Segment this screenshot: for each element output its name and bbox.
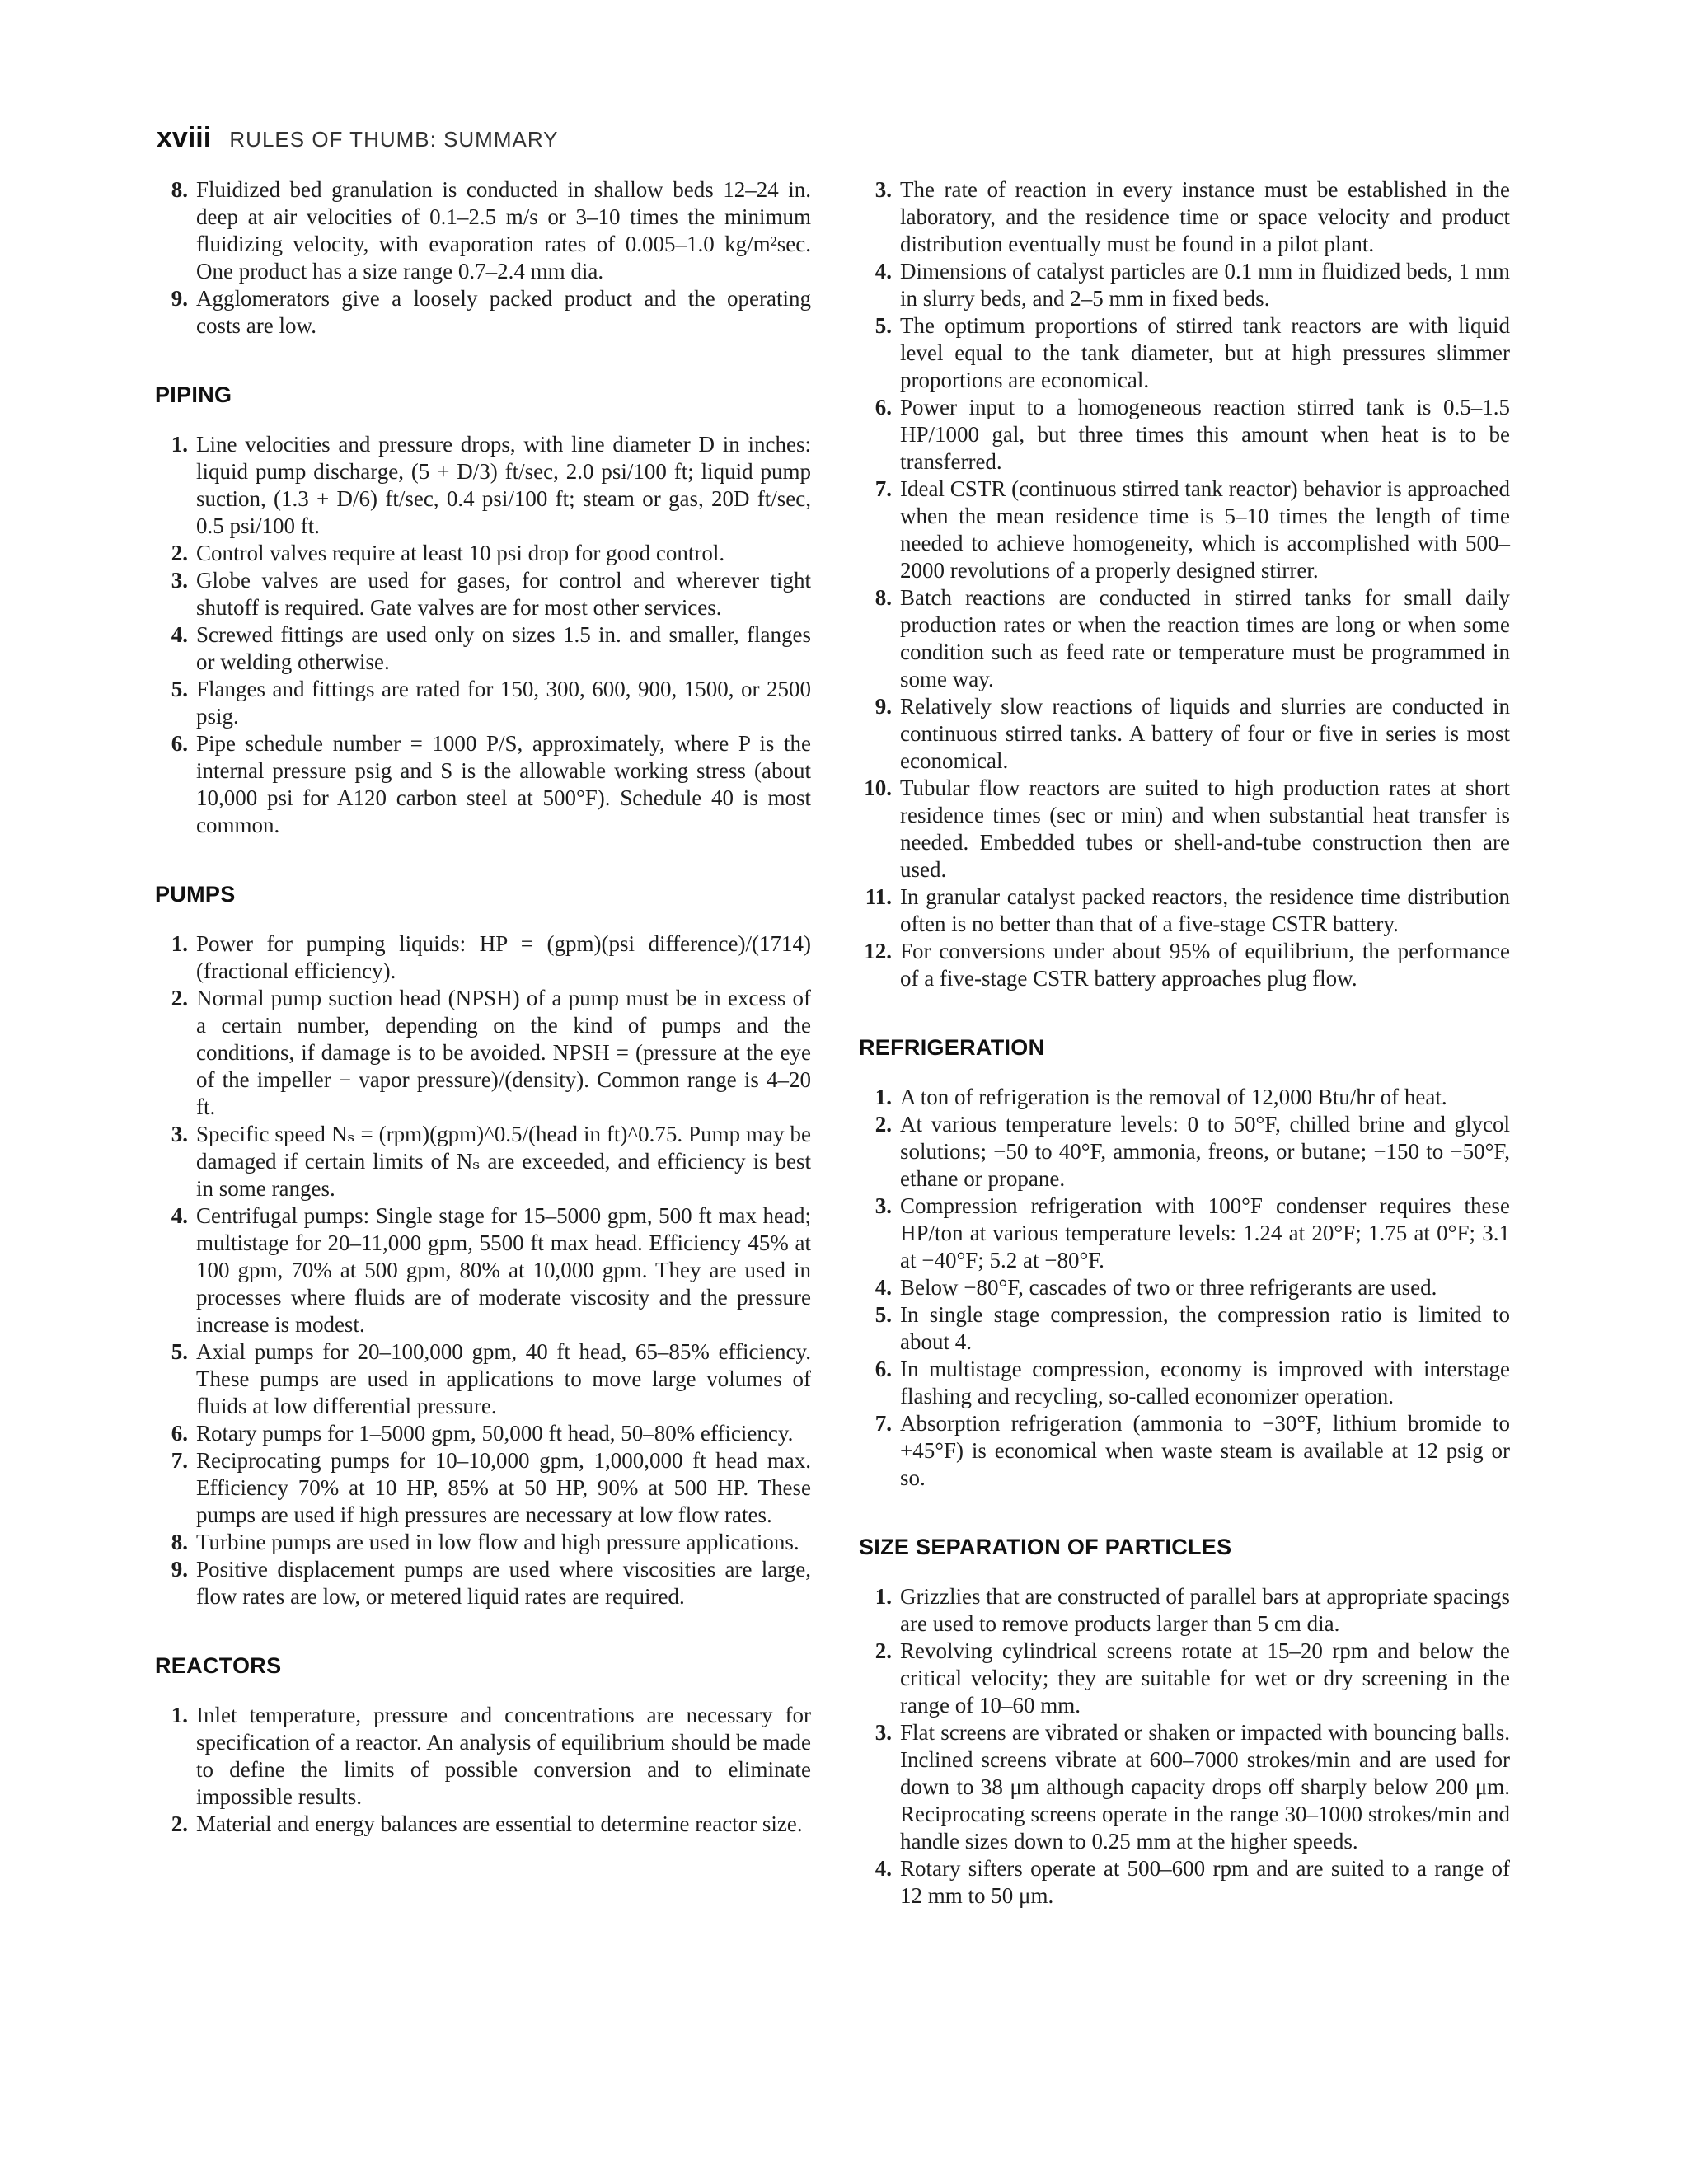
item-number: 2. [171,541,188,565]
list-item [155,1420,811,1447]
item-text: Fluidized bed granulation is conducted in shallow beds 12–24 in. deep at air velocities of 0.1–2.5 m/s or 3–10 times the minimum fluidizing velocity, with evaporation rates of 0.005–1.0 kg/m²sec. One product has a size range 0.7–2.4 mm dia. [196,177,811,284]
item-number: 5. [171,1339,188,1364]
item-text: Axial pumps for 20–100,000 gpm, 40 ft head, 65–85% efficiency. These pumps are used in applications to move large volumes of fluids at low differential pressure. [196,1339,811,1418]
item-number: 11. [865,884,892,909]
continuation-list [155,176,811,340]
item-number: 5. [171,677,188,701]
item-number: 1. [171,1703,188,1727]
section-heading: PUMPS [155,882,236,907]
running-title: RULES OF THUMB: SUMMARY [229,127,559,152]
list-item [859,1583,1510,1638]
list-item [859,1301,1510,1356]
item-number: 2. [171,986,188,1010]
item-number: 3. [874,1720,892,1745]
item-text: In multistage compression, economy is improved with interstage flashing and recycling, so-called economizer operation. [900,1357,1510,1408]
item-number: 6. [874,1357,892,1381]
item-text: At various temperature levels: 0 to 50°F, chilled brine and glycol solutions; −50 to 40°F, ammonia, freons, or butane; −150 to −50°F, ethane or propane. [900,1112,1510,1191]
list-item [155,676,811,730]
list-item [155,1556,811,1610]
item-text: Ideal CSTR (continuous stirred tank reactor) behavior is approached when the mean residence time is 5–10 times the length of time needed to achieve homogeneity, which is accomplished with 500–2000 revolutions of a properly designed stirrer. [900,476,1510,583]
list-item [859,1193,1510,1274]
item-text: Specific speed Nₛ = (rpm)(gpm)^0.5/(head in ft)^0.75. Pump may be damaged if certain limits of Nₛ are exceeded, and efficiency is best in some ranges. [196,1122,811,1201]
section-heading: REFRIGERATION [859,1035,1045,1060]
item-text: Control valves require at least 10 psi drop for good control. [196,541,725,565]
item-number: 10. [864,776,892,800]
item-text: Pipe schedule number = 1000 P/S, approximately, where P is the internal pressure psig and S is the allowable working stress (about 10,000 psi for A120 carbon steel at 500°F). Schedule 40 is most common. [196,731,811,837]
left-continuation [155,176,811,340]
item-number: 3. [171,568,188,593]
item-number: 4. [874,1856,892,1881]
list-item [859,394,1510,476]
list-item [859,1274,1510,1301]
section-refrigeration [859,1035,1510,1492]
item-text: Dimensions of catalyst particles are 0.1 mm in fluidized beds, 1 mm in slurry beds, and 2–5 mm in fixed beds. [900,259,1510,311]
item-number: 12. [864,939,892,963]
item-text: Power for pumping liquids: HP = (gpm)(psi difference)/(1714)(fractional efficiency). [196,931,811,983]
section-size-separation [859,1535,1510,1910]
item-number: 5. [874,1302,892,1327]
item-text: Normal pump suction head (NPSH) of a pump must be in excess of a certain number, depending on the kind of pumps and the conditions, if damage is to be avoided. NPSH = (pressure at the eye of the impeller − vapor pressure)/(density). Common range is 4–20 ft. [196,986,811,1119]
item-text: Compression refrigeration with 100°F condenser requires these HP/ton at various temperature levels: 1.24 at 20°F; 1.75 at 0°F; 3.1 at −40°F; 5.2 at −80°F. [900,1193,1510,1272]
list-item [859,693,1510,775]
list-item [859,1719,1510,1855]
left-column [155,176,811,1838]
item-number: 3. [874,1193,892,1218]
list-item [859,476,1510,584]
reactors-continuation-list [859,176,1510,992]
item-text: Turbine pumps are used in low flow and high pressure applications. [196,1530,799,1554]
list-item [155,176,811,285]
item-number: 3. [171,1122,188,1146]
right-continuation [859,176,1510,992]
item-number: 4. [874,259,892,284]
item-number: 1. [171,931,188,956]
item-number: 9. [171,1557,188,1582]
section-heading: SIZE SEPARATION OF PARTICLES [859,1535,1232,1559]
item-text: In single stage compression, the compression ratio is limited to about 4. [900,1302,1510,1354]
list-item [859,775,1510,883]
section-piping [155,382,811,839]
item-number: 2. [874,1638,892,1663]
item-number: 5. [874,313,892,338]
list-item [155,567,811,621]
item-text: In granular catalyst packed reactors, the residence time distribution often is no better than that of a five-stage CSTR battery. [900,884,1510,936]
list-item [155,1121,811,1202]
list-item [155,540,811,567]
item-text: Revolving cylindrical screens rotate at 15–20 rpm and below the critical velocity; they are suitable for wet or dry screening in the range of 10–60 mm. [900,1638,1510,1718]
item-number: 7. [874,476,892,501]
list-item [859,584,1510,693]
item-text: For conversions under about 95% of equilibrium, the performance of a five-stage CSTR battery approaches plug flow. [900,939,1510,991]
item-number: 4. [874,1275,892,1300]
list-item [155,1338,811,1420]
item-text: Globe valves are used for gases, for control and wherever tight shutoff is required. Gate valves are for most other services. [196,568,811,620]
item-text: Below −80°F, cascades of two or three refrigerants are used. [900,1275,1437,1300]
item-text: Flat screens are vibrated or shaken or impacted with bouncing balls. Inclined screens vibrate at 600–7000 strokes/min and are used for down to 38 μm although capacity drops off sharply below 200 μm. Reciprocating screens operate in the range 30–1000 strokes/min and handle sizes down to 0.25 mm at the higher speeds. [900,1720,1510,1854]
item-number: 1. [874,1584,892,1609]
item-text: Reciprocating pumps for 10–10,000 gpm, 1,000,000 ft head max. Efficiency 70% at 10 HP, 85% at 50 HP, 90% at 500 HP. These pumps are used if high pressures are necessary at low flow rates. [196,1448,811,1527]
list-item [155,621,811,676]
item-text: Centrifugal pumps: Single stage for 15–5000 gpm, 500 ft max head; multistage for 20–11,000 gpm, 5500 ft max head. Efficiency 45% at 100 gpm, 70% at 500 gpm, 80% at 10,000 gpm. They are used in processes where fluids are of moderate viscosity and the pressure increase is modest. [196,1203,811,1337]
item-text: Rotary pumps for 1–5000 gpm, 50,000 ft head, 50–80% efficiency. [196,1421,794,1446]
running-header [157,122,559,154]
list-item [859,883,1510,938]
item-text: Relatively slow reactions of liquids and slurries are conducted in continuous stirred tanks. A battery of four or five in series is most economical. [900,694,1510,773]
list-item [155,1202,811,1338]
size-separation-list [859,1583,1510,1910]
list-item [155,1811,811,1838]
item-text: Grizzlies that are constructed of parallel bars at appropriate spacings are used to remove products larger than 5 cm dia. [900,1584,1510,1636]
item-number: 3. [874,177,892,202]
item-number: 7. [874,1411,892,1436]
list-item [859,312,1510,394]
item-number: 1. [171,432,188,457]
item-number: 6. [171,731,188,756]
right-column [859,176,1510,1910]
item-number: 8. [874,585,892,610]
item-number: 8. [171,1530,188,1554]
pumps-list [155,930,811,1610]
item-text: Rotary sifters operate at 500–600 rpm and are suited to a range of 12 mm to 50 μm. [900,1856,1510,1908]
list-item [155,1702,811,1811]
list-item [859,938,1510,992]
item-text: Batch reactions are conducted in stirred tanks for small daily production rates or when the reaction times are long or when some condition such as feed rate or temperature must be programmed in some way. [900,585,1510,691]
item-number: 7. [171,1448,188,1473]
list-item [859,1356,1510,1410]
item-number: 4. [171,1203,188,1228]
list-item [155,431,811,540]
list-item [859,1855,1510,1910]
item-text: Line velocities and pressure drops, with line diameter D in inches: liquid pump discharge, (5 + D/3) ft/sec, 2.0 psi/100 ft; liquid pump suction, (1.3 + D/6) ft/sec, 0.4 psi/100 ft; steam or gas, 20D ft/sec, 0.5 psi/100 ft. [196,432,811,538]
item-text: Flanges and fittings are rated for 150, 300, 600, 900, 1500, or 2500 psig. [196,677,811,729]
piping-list [155,431,811,839]
item-text: Power input to a homogeneous reaction stirred tank is 0.5–1.5 HP/1000 gal, but three times this amount when heat is to be transferred. [900,395,1510,474]
list-item [155,1447,811,1529]
item-number: 4. [171,622,188,647]
item-text: Tubular flow reactors are suited to high production rates at short residence times (sec or min) and when substantial heat transfer is needed. Embedded tubes or shell-and-tube construction then are used. [900,776,1510,882]
section-heading: PIPING [155,382,232,407]
list-item [155,1529,811,1556]
item-text: A ton of refrigeration is the removal of 12,000 Btu/hr of heat. [900,1085,1447,1109]
section-reactors [155,1653,811,1838]
list-item [155,285,811,340]
item-text: Material and energy balances are essential to determine reactor size. [196,1811,803,1836]
item-text: Absorption refrigeration (ammonia to −30°F, lithium bromide to +45°F) is economical when waste steam is available at 12 psig or so. [900,1411,1510,1490]
item-number: 2. [171,1811,188,1836]
list-item [859,1084,1510,1111]
item-number: 9. [171,286,188,311]
list-item [859,1638,1510,1719]
section-heading: REACTORS [155,1653,282,1678]
item-number: 2. [874,1112,892,1137]
item-number: 6. [171,1421,188,1446]
refrigeration-list [859,1084,1510,1492]
list-item [859,258,1510,312]
item-text: The optimum proportions of stirred tank reactors are with liquid level equal to the tank diameter, but at high pressures slimmer proportions are economical. [900,313,1510,392]
item-text: Agglomerators give a loosely packed product and the operating costs are low. [196,286,811,338]
item-number: 9. [874,694,892,719]
item-number: 8. [171,177,188,202]
item-text: Positive displacement pumps are used where viscosities are large, flow rates are low, or metered liquid rates are required. [196,1557,811,1609]
item-text: Inlet temperature, pressure and concentrations are necessary for specification of a reactor. An analysis of equilibrium should be made to define the limits of possible conversion and to eliminate impossible results. [196,1703,811,1809]
list-item [155,730,811,839]
list-item [155,985,811,1121]
page-number: xviii [157,122,212,153]
item-text: The rate of reaction in every instance must be established in the laboratory, and the residence time or space velocity and product distribution eventually must be found in a pilot plant. [900,177,1510,256]
section-pumps [155,882,811,1610]
list-item [859,1111,1510,1193]
item-number: 1. [874,1085,892,1109]
item-text: Screwed fittings are used only on sizes 1.5 in. and smaller, flanges or welding otherwise. [196,622,811,674]
list-item [155,930,811,985]
item-number: 6. [874,395,892,419]
list-item [859,176,1510,258]
reactors-list [155,1702,811,1838]
list-item [859,1410,1510,1492]
